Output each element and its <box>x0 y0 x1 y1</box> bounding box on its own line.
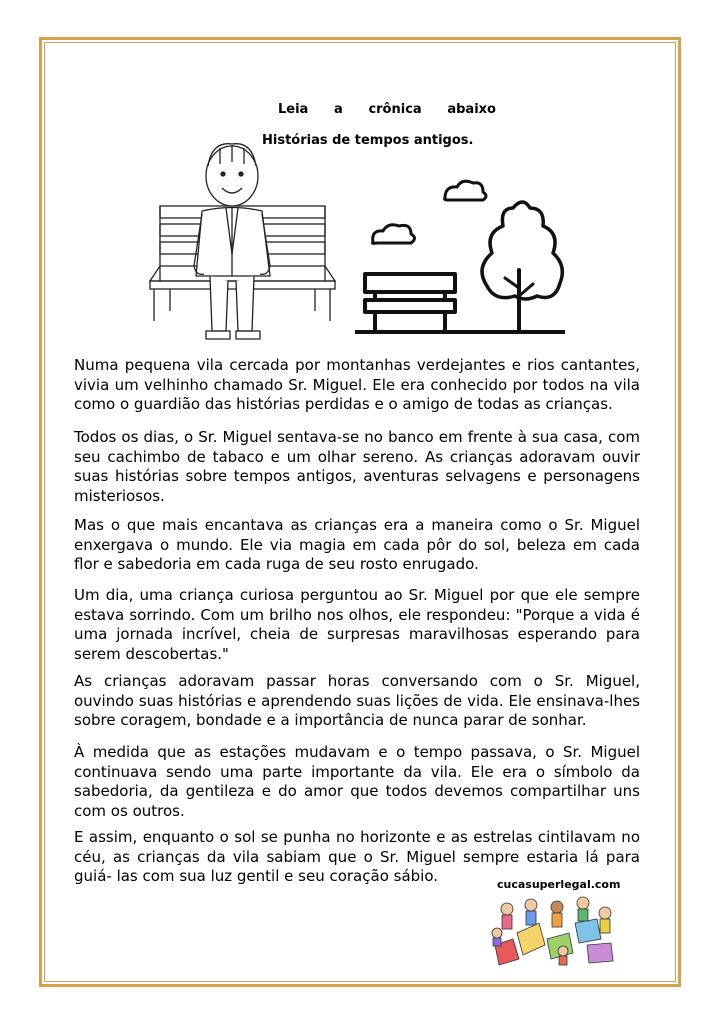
paragraph: E assim, enquanto o sol se punha no horizonte e as estrelas cintilavam no céu, as crianças da vila sabiam que o Sr. Miguel sempre estaria lá para guiá- las com sua luz gentil e seu coração sábio. <box>74 828 640 885</box>
page-title <box>278 102 496 117</box>
park-bench-tree-illustration <box>355 178 565 338</box>
paragraph: Um dia, uma criança curiosa perguntou ao Sr. Miguel por que ele sempre estava sorrindo. Com um brilho nos olhos, ele respondeu: "Porque a vida é uma jornada incrível, cheia de surpresas maravilhosas esperando para serem descobertas." <box>74 586 640 663</box>
title-word: Leia <box>278 102 309 117</box>
title-word: abaixo <box>447 102 496 117</box>
old-man-bench-illustration <box>140 136 340 346</box>
paragraph: À medida que as estações mudavam e o tempo passava, o Sr. Miguel continuava sendo uma parte importante da vila. Ele era o símbolo da sabedoria, da gentileza e do amor que todos devemos compartilhar uns com os outros. <box>74 743 640 820</box>
title-word: crônica <box>368 102 422 117</box>
page-subtitle: Histórias de tempos antigos. <box>262 133 474 148</box>
paragraph: As crianças adoravam passar horas conversando com o Sr. Miguel, ouvindo suas histórias e aprendendo suas lições de vida. Ele ensinava-lhes sobre coragem, bondade e a importância de nunca parar de sonhar. <box>74 672 640 729</box>
children-playing-illustration <box>487 893 617 969</box>
paragraph: Todos os dias, o Sr. Miguel sentava-se no banco em frente à sua casa, com seu cachimbo de tabaco e um olhar sereno. As crianças adoravam ouvir suas histórias sobre tempos antigos, aventuras selvagens e personagens misteriosos. <box>74 428 640 505</box>
paragraph: Numa pequena vila cercada por montanhas verdejantes e rios cantantes, vivia um velhinho chamado Sr. Miguel. Ele era conhecido por todos na vila como o guardião das histórias perdidas e o amigo de todas as crianças. <box>74 356 640 413</box>
paragraph: Mas o que mais encantava as crianças era a maneira como o Sr. Miguel enxergava o mundo. Ele via magia em cada pôr do sol, beleza em cada flor e sabedoria em cada ruga de seu rosto enrugado. <box>74 516 640 573</box>
brand-text: cucasuperlegal.com <box>497 878 621 891</box>
title-word: a <box>334 102 343 117</box>
